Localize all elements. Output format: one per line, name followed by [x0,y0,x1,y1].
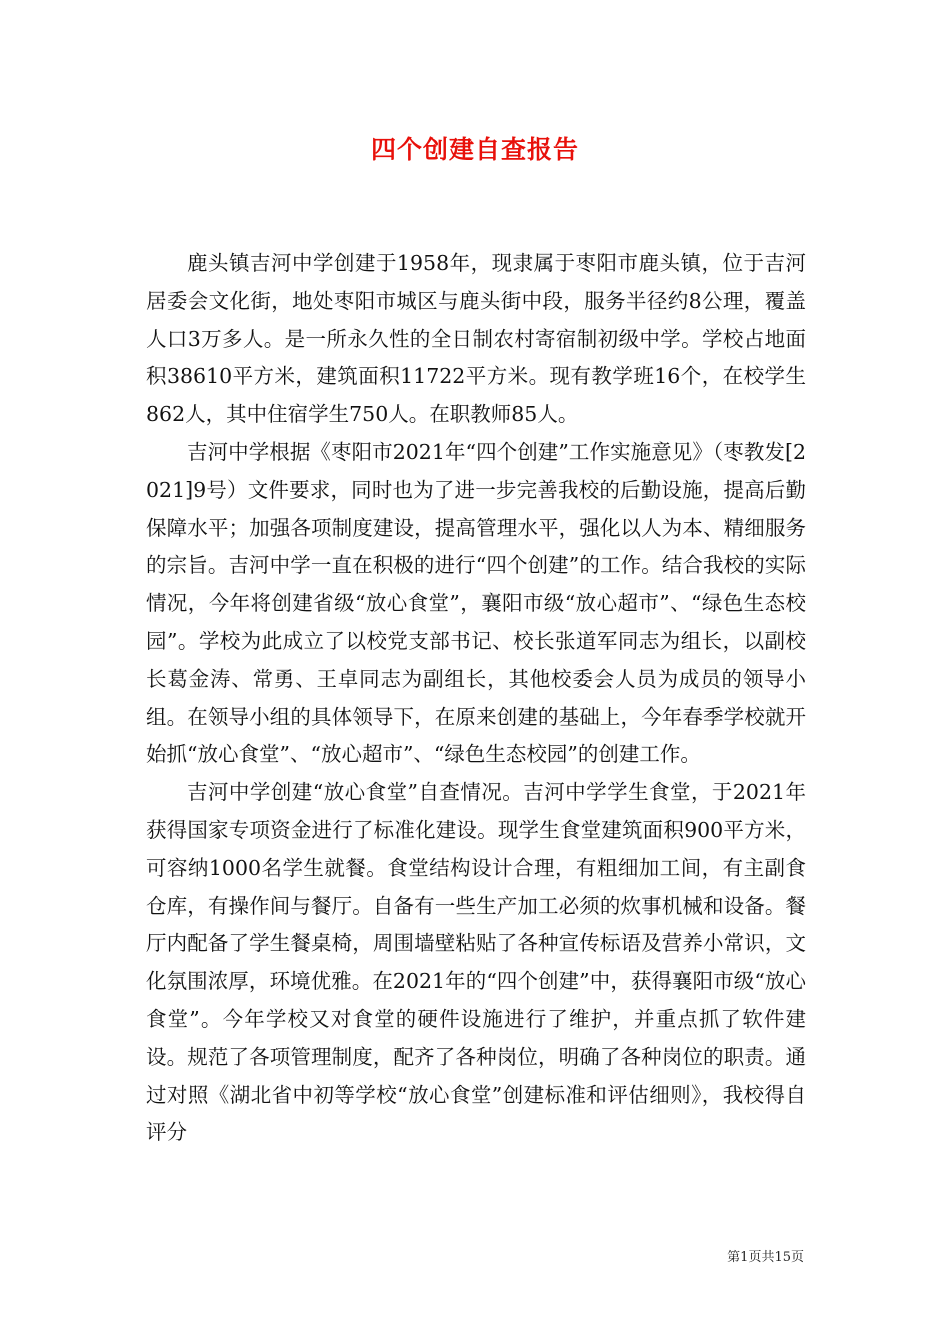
page-number: 第1页共15页 [727,1250,804,1265]
document-title: 四个创建自查报告 [370,135,579,164]
paragraph-intro: 鹿头镇吉河中学创建于1958年，现隶属于枣阳市鹿头镇，位于吉河居委会文化街，地处枣阳市城区与鹿头街中段，服务半径约8公理，覆盖人口3万多人。是一所永久性的全日制农村寄宿制初级中学。学校占地面积38610平方米，建筑面积11722平方米。现有教学班16个，在校学生862人，其中住宿学生750人。在职教师85人。 [146,251,806,427]
paragraph-implementation: 吉河中学根据《枣阳市2021年“四个创建”工作实施意见》（枣教发[2021]9号）文件要求，同时也为了进一步完善我校的后勤设施，提高后勤保障水平；加强各项制度建设，提高管理水平，强化以人为本、精细服务的宗旨。吉河中学一直在积极的进行“四个创建”的工作。结合我校的实际情况，今年将创建省级“放心食堂”，襄阳市级“放心超市”、“绿色生态校园”。学校为此成立了以校党支部书记、校长张道军同志为组长，以副校长葛金涛、常勇、王卓同志为副组长，其他校委会人员为成员的领导小组。在领导小组的具体领导下，在原来创建的基础上，今年春季学校就开始抓“放心食堂”、“放心超市”、“绿色生态校园”的创建工作。 [146,439,806,767]
paragraph-canteen: 吉河中学创建“放心食堂”自查情况。吉河中学学生食堂，于2021年获得国家专项资金进行了标准化建设。现学生食堂建筑面积900平方米，可容纳1000名学生就餐。食堂结构设计合理，有粗细加工间，有主副食仓库，有操作间与餐厅。自备有一些生产加工必须的炊事机械和设备。餐厅内配备了学生餐桌椅，周围墙壁粘贴了各种宣传标语及营养小常识，文化氛围浓厚，环境优雅。在2021年的“四个创建”中，获得襄阳市级“放心食堂”。今年学校又对食堂的硬件设施进行了维护，并重点抓了软件建设。规范了各项管理制度，配齐了各种岗位，明确了各种岗位的职责。通过对照《湖北省中初等学校“放心食堂”创建标准和评估细则》，我校得自评分 [146,780,806,1145]
document-body [146,245,806,1152]
